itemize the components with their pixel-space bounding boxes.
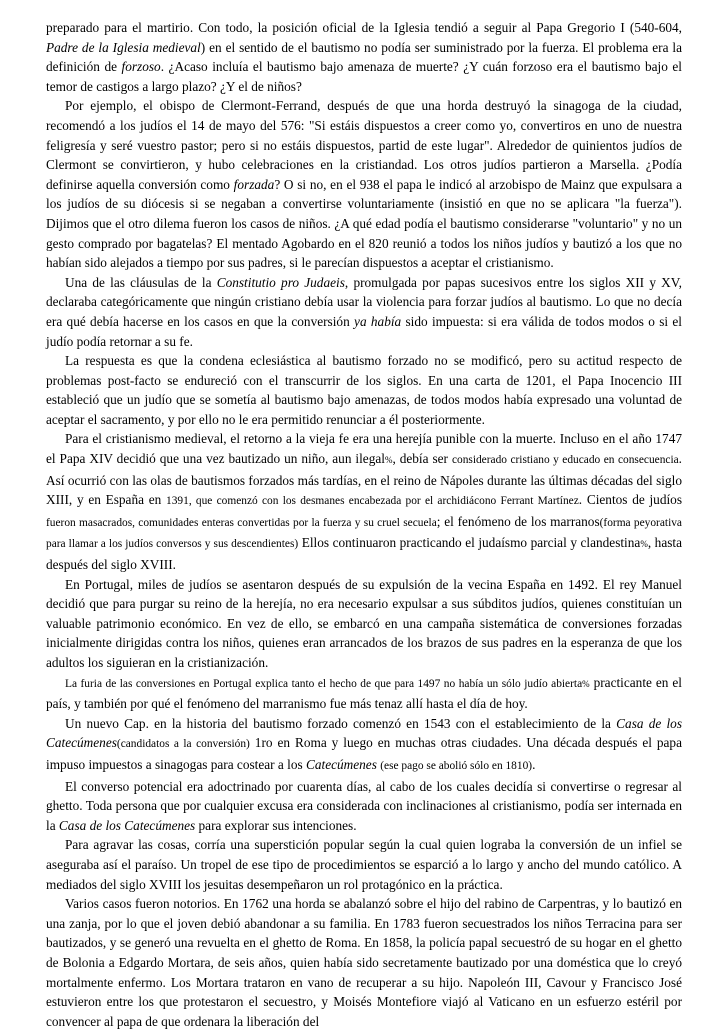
italic-text: forzoso: [121, 59, 161, 75]
paragraph-text: , promulgada por papas sucesivos entre los siglos XII y XV, declaraba categóricamente que ningún cristiano debía usar la violencia para forzar judíos al bautismo. Lo que no decía era qué debía hacerse en los casos en que la conversión: [46, 274, 683, 329]
small-print-text: fueron masacrados, comunidades enteras convertidas por la fuerza y su cruel secuela: [46, 516, 437, 529]
paragraph-text: , hasta después del siglo XVIII.: [46, 535, 682, 573]
italic-text: ya había: [354, 313, 402, 329]
paragraph-text: preparado para el martirio. Con todo, la posición oficial de la Iglesia tendió a seguir al Papa Gregorio I (540-604,: [46, 20, 682, 35]
italic-text: Catecúmenes: [305, 756, 377, 772]
paragraph-text: Ellos continuaron practicando el judaísmo parcial y clandestina: [298, 535, 641, 551]
paragraph-text: Para el cristianismo medieval, el retorno a la vieja fe era una herejía punible con la muerte. Incluso en el año 1747 el Papa XIV decidió que una vez bautizado un niño, aun ilegal: [46, 431, 682, 467]
small-print-text: (ese pago se abolió sólo en 1810): [380, 759, 533, 772]
paragraph-text: practicante en el país, y también por qué el fenómeno del marranismo fue más tenaz allí hasta el día de hoy.: [46, 674, 683, 712]
body-paragraph: [46, 894, 682, 1031]
body-paragraph: [46, 351, 682, 429]
paragraph-text: . Así ocurrió con las olas de bautismos forzados más tardías, en el reino de Nápoles durante las últimas décadas del siglo XIII, y en España en: [46, 451, 682, 508]
small-print-text: (candidatos a la conversión): [116, 738, 250, 751]
italic-text: forzada: [233, 176, 275, 192]
paragraph-text: para explorar sus intenciones.: [195, 817, 357, 833]
paragraph-text: La respuesta es que la condena eclesiástica al bautismo forzado no se modificó, pero su actitud respecto de problemas post-facto se endureció con el transcurrir de los siglos. En una carta de 1201, el Papa Inocencio III estableció que un judío que se sometía al bautismo bajo amenazas, de todos modos había expresado una voluntad de aceptar el sacramento, y por ello no le era permitido renunciar a él posteriormente.: [46, 353, 682, 427]
italic-text: Casa de los Catecúmenes: [58, 817, 196, 833]
paragraph-text: En Portugal, miles de judíos se asentaron después de su expulsión de la vecina España en 1492. El rey Manuel decidió que para purgar su reino de la herejía, no era necesario expulsar a sus súbditos judíos, quienes constituían un valuable patrimonio económico. En vez de ello, se embarcó en una campaña sistemática de conversiones forzadas inicialmente dirigidas contra los niños, quienes eran arrancados de los brazos de sus padres en la esperanza de que los adultos los siguieran en la cristianización.: [46, 576, 682, 670]
paragraph-text: Varios casos fueron notorios. En 1762 una horda se abalanzó sobre el hijo del rabino de Carpentras, y lo bautizó en una zanja, por lo que el joven debió abandonar a su familia. En 1783 fueron secuestrados los niños Terracina para ser bautizados, y se generó una revuelta en el ghetto de Roma. En 1858, la policía papal secuestró de su hogar en el ghetto de Bolonia a Edgardo Mortara, de seis años, quien había sido secretamente bautizado por una doméstica que lo creyó mortalmente enfermo. Los Mortara trataron en vano de recuperar a su hijo. Napoleón III, Cavour y Francisco José estuvieron entre los que protestaron el secuestro, y Moisés Montefiore viajó al Vaticano en un esfuerzo estéril por convencer al papa de que ordenara la liberación del: [46, 896, 682, 1029]
paragraph-text: . Cientos de judíos: [578, 492, 682, 508]
body-paragraph: [46, 575, 682, 673]
paragraph-text: , debía ser: [392, 451, 452, 467]
paragraph-text: Una de las cláusulas de la: [65, 274, 217, 290]
small-print-text: La furia de las conversiones en Portugal explica tanto el hecho de que para 1497 no había un sólo judío abierta: [65, 677, 583, 690]
italic-text: Padre de la Iglesia medieval: [46, 39, 201, 55]
body-paragraph: [46, 673, 682, 714]
ocr-artifact-text: %: [582, 678, 590, 689]
paragraph-text: . ¿Acaso incluía el bautismo bajo amenaza de muerte? ¿Y cuán forzoso era el bautismo bajo el temor de castigos a largo plazo? ¿Y el de niños?: [46, 59, 683, 94]
paragraph-text: .: [532, 756, 536, 772]
paragraph-text: 1ro en Roma y luego en muchas otras ciudades. Una década después el papa impuso impuestos a sinagogas para costear a los: [46, 735, 682, 772]
paragraph-text: Por ejemplo, el obispo de Clermont-Ferrand, después de que una horda destruyó la sinagoga de la ciudad, recomendó a los judíos el 14 de mayo del 576: "Si estáis dispuestos a creer como yo, convertiros en uno de nuestra feligresía y seré vuestro pastor; pero si no estáis dispuestos, partid de este lugar". Alrededor de quinientos judíos de Clermont se convirtieron, y hubo celebraciones en la cristiandad. Los otros judíos partieron a Marsella. ¿Podía definirse aquella conversión como: [46, 98, 682, 192]
italic-text: Casa de los Catecúmenes: [46, 715, 682, 751]
paragraph-text: ) en el sentido de el bautismo no podía ser suministrado por la fuerza. El problema era la definición de: [46, 39, 682, 75]
small-print-text: 1391, que comenzó con los desmanes encabezada por el archidiácono Ferrant Martínez: [166, 495, 579, 508]
small-print-text: considerado cristiano y educado en consecuencia: [451, 454, 679, 467]
ocr-artifact-text: %: [640, 539, 648, 550]
paragraph-text: Para agravar las cosas, corría una superstición popular según la cual quien lograba la conversión de un infiel se aseguraba así el paraíso. Un tropel de ese tipo de procedimientos se esparció a lo largo y ancho del mundo católico. A mediados del siglo XVIII los jesuitas desempeñaron un rol protagónico en la práctica.: [46, 837, 682, 892]
paragraph-text: sido impuesta: si era válida de todos modos o si el judío podía retornar a su fe.: [46, 313, 682, 349]
body-paragraph: [46, 777, 682, 836]
paragraph-text: ; el fenómeno de los marranos: [436, 513, 600, 529]
small-print-text: (forma peyorativa para llamar a los judíos conversos y sus descendientes): [46, 516, 682, 551]
italic-text: Constitutio pro Judaeis: [216, 274, 345, 290]
body-paragraph: [46, 18, 682, 96]
body-paragraph: [46, 714, 682, 777]
ocr-artifact-text: %: [384, 455, 393, 466]
body-paragraph: [46, 273, 682, 351]
paragraph-text: El converso potencial era adoctrinado por cuarenta días, al cabo de los cuales decidía si convertirse o regresar al ghetto. Toda persona que por cualquier excusa era considerada con inclinaciones al cristianismo, podía ser internada en la: [46, 778, 682, 833]
body-paragraph: [46, 429, 682, 574]
body-paragraph: [46, 96, 682, 272]
paragraph-text: ? O si no, en el 938 el papa le indicó al arzobispo de Mainz que expulsara a los judíos de su diócesis si se negaban a convertirse voluntariamente (insistió en que no se aplicara "la fuerza"). Dijimos que el otro dilema fueron los casos de niños. ¿A qué edad podía el bautismo considerarse "voluntario" y no un gesto comprado por bagatelas? El mentado Agobardo en el 820 reunió a todos los niños judíos y bautizó a los que no habían sido alejados a tiempo por sus padres, si le parecían dispuestos a aceptar el cristianismo.: [46, 176, 683, 271]
paragraph-text: Un nuevo Cap. en la historia del bautismo forzado comenzó en 1543 con el establecimiento de la: [65, 715, 617, 731]
body-paragraph: [46, 835, 682, 894]
